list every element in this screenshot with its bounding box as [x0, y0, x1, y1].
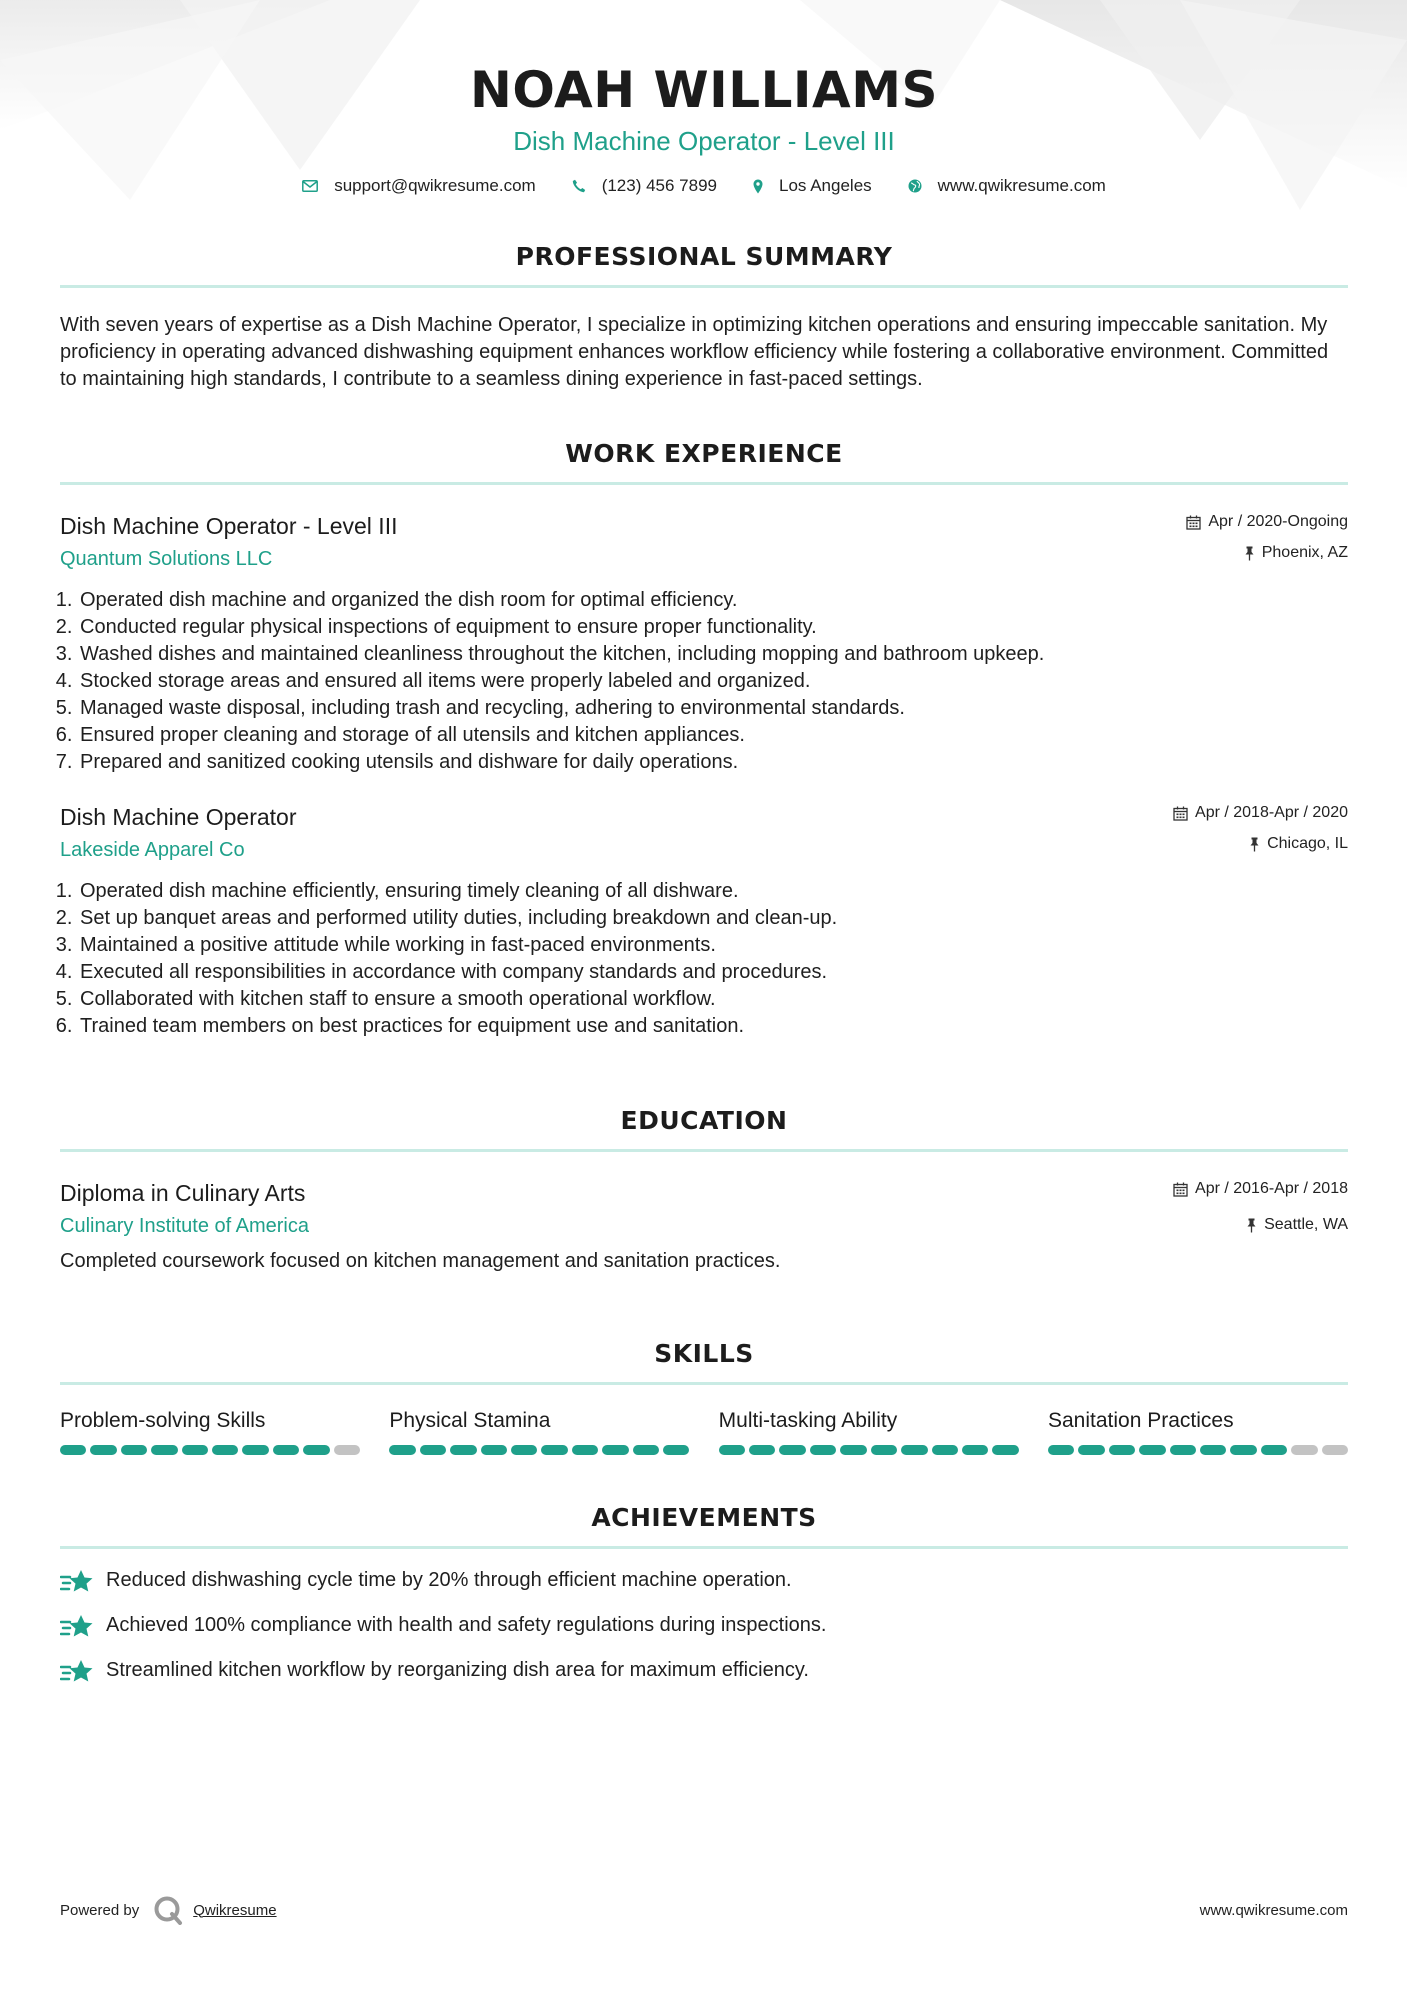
- skill-segment-filled: [992, 1445, 1018, 1455]
- resume-page: [60, 0, 1348, 1684]
- summary-heading: PROFESSIONAL SUMMARY: [60, 242, 1348, 288]
- job-title: Dish Machine Operator: [60, 804, 297, 830]
- skill-segment-filled: [779, 1445, 805, 1455]
- contact-phone[interactable]: [572, 176, 717, 196]
- skill-segment-filled: [90, 1445, 116, 1455]
- skill-name: Physical Stamina: [389, 1409, 551, 1432]
- achievement-item: [60, 1612, 1348, 1639]
- job-entry: [60, 802, 1348, 1040]
- job-location: Phoenix, AZ: [1261, 544, 1348, 561]
- experience-section: [60, 439, 1348, 1040]
- skill-segment-filled: [151, 1445, 177, 1455]
- skills-section: [60, 1339, 1348, 1455]
- skill-segment-filled: [572, 1445, 598, 1455]
- skills-heading: SKILLS: [60, 1339, 1348, 1385]
- contact-bar: [60, 176, 1348, 196]
- duty-item: 3. Maintained a positive attitude while working in fast-paced environments.: [78, 932, 1348, 959]
- skill-segment-filled: [1261, 1445, 1287, 1455]
- shooting-star-icon: [60, 1658, 94, 1684]
- skill-segment-filled: [182, 1445, 208, 1455]
- skill-segment-filled: [389, 1445, 415, 1455]
- skill-segment-filled: [450, 1445, 476, 1455]
- contact-email[interactable]: [302, 176, 536, 196]
- skill-item: [1048, 1407, 1348, 1455]
- calendar-icon: [1173, 806, 1188, 821]
- pushpin-icon: [1244, 546, 1255, 561]
- duty-item: 5. Managed waste disposal, including trash and recycling, adhering to environmental standards.: [78, 695, 1348, 722]
- skill-segment-filled: [810, 1445, 836, 1455]
- job-company: Lakeside Apparel Co: [60, 839, 245, 861]
- duty-item: 7. Prepared and sanitized cooking utensils and dishware for daily operations.: [78, 749, 1348, 776]
- pushpin-icon: [1246, 1218, 1257, 1233]
- education-description: Completed coursework focused on kitchen management and sanitation practices.: [60, 1250, 781, 1272]
- achievement-text: Achieved 100% compliance with health and safety regulations during inspections.: [106, 1614, 827, 1636]
- duty-item: 2. Set up banquet areas and performed utility duties, including breakdown and clean-up.: [78, 905, 1348, 932]
- qwikresume-logo-icon: [153, 1895, 183, 1925]
- skill-name: Problem-solving Skills: [60, 1409, 266, 1432]
- education-section: [60, 1106, 1348, 1275]
- duty-item: 1. Operated dish machine efficiently, ensuring timely cleaning of all dishware.: [78, 878, 1348, 905]
- skill-segment-filled: [840, 1445, 866, 1455]
- skill-segment-filled: [749, 1445, 775, 1455]
- duty-item: 1. Operated dish machine and organized the dish room for optimal efficiency.: [78, 587, 1348, 614]
- brand-link[interactable]: Qwikresume: [193, 1901, 277, 1919]
- job-duties: [60, 878, 1348, 1040]
- skill-segment-filled: [932, 1445, 958, 1455]
- job-title: Dish Machine Operator - Level III: [60, 513, 398, 539]
- skill-segment-filled: [212, 1445, 238, 1455]
- skill-segment-filled: [242, 1445, 268, 1455]
- pushpin-icon: [1249, 837, 1260, 852]
- skill-item: [389, 1407, 689, 1455]
- resume-header: [60, 0, 1348, 196]
- skill-segment-filled: [663, 1445, 689, 1455]
- contact-website-text: www.qwikresume.com: [937, 176, 1106, 195]
- skill-segment-empty: [1291, 1445, 1317, 1455]
- skill-level-bar: [1048, 1445, 1348, 1455]
- phone-icon: [572, 179, 586, 193]
- candidate-title: Dish Machine Operator - Level III: [513, 126, 895, 156]
- contact-phone-text: (123) 456 7899: [601, 176, 718, 195]
- achievement-text: Reduced dishwashing cycle time by 20% through efficient machine operation.: [106, 1569, 792, 1591]
- shooting-star-icon: [60, 1613, 94, 1639]
- skill-segment-empty: [334, 1445, 360, 1455]
- skill-segment-filled: [871, 1445, 897, 1455]
- skill-segment-filled: [1139, 1445, 1165, 1455]
- skill-name: Multi-tasking Ability: [718, 1409, 898, 1432]
- skill-segment-filled: [60, 1445, 86, 1455]
- calendar-icon: [1186, 515, 1201, 530]
- duty-item: 3. Washed dishes and maintained cleanliness throughout the kitchen, including mopping and bathroom upkeep.: [78, 641, 1348, 668]
- education-entry: [60, 1178, 1348, 1275]
- skill-segment-filled: [273, 1445, 299, 1455]
- skill-level-bar: [389, 1445, 689, 1455]
- skill-segment-filled: [901, 1445, 927, 1455]
- education-location: Seattle, WA: [1264, 1216, 1348, 1233]
- skill-segment-filled: [1200, 1445, 1226, 1455]
- education-heading: EDUCATION: [60, 1106, 1348, 1152]
- achievement-item: [60, 1567, 1348, 1594]
- skill-segment-filled: [303, 1445, 329, 1455]
- globe-icon: [908, 179, 922, 193]
- skill-item: [60, 1407, 360, 1455]
- experience-heading: WORK EXPERIENCE: [60, 439, 1348, 485]
- skill-segment-filled: [541, 1445, 567, 1455]
- achievement-item: [60, 1657, 1348, 1684]
- achievements-heading: ACHIEVEMENTS: [60, 1503, 1348, 1549]
- job-location: Chicago, IL: [1267, 835, 1348, 852]
- footer-website-link[interactable]: www.qwikresume.com: [1199, 1901, 1348, 1919]
- skill-segment-filled: [602, 1445, 628, 1455]
- contact-email-text: support@qwikresume.com: [334, 176, 536, 195]
- achievement-text: Streamlined kitchen workflow by reorganizing dish area for maximum efficiency.: [106, 1659, 809, 1681]
- skill-segment-filled: [1109, 1445, 1135, 1455]
- duty-item: 6. Ensured proper cleaning and storage of all utensils and kitchen appliances.: [78, 722, 1348, 749]
- summary-section: [60, 242, 1348, 393]
- skill-segment-filled: [962, 1445, 988, 1455]
- skill-segment-filled: [1078, 1445, 1104, 1455]
- education-dates: Apr / 2016-Apr / 2018: [1195, 1180, 1348, 1197]
- map-pin-icon: [753, 179, 763, 194]
- skill-segment-filled: [481, 1445, 507, 1455]
- achievements-section: [60, 1503, 1348, 1684]
- envelope-icon: [302, 180, 318, 192]
- powered-by-label: Powered by: [60, 1901, 140, 1919]
- duty-item: 4. Executed all responsibilities in accordance with company standards and procedures.: [78, 959, 1348, 986]
- job-dates: Apr / 2018-Apr / 2020: [1195, 804, 1348, 821]
- candidate-name: NOAH WILLIAMS: [470, 61, 938, 119]
- skills-row: [60, 1407, 1348, 1455]
- degree-title: Diploma in Culinary Arts: [60, 1180, 306, 1206]
- calendar-icon: [1173, 1182, 1188, 1197]
- contact-location-text: Los Angeles: [779, 176, 872, 195]
- duty-item: 5. Collaborated with kitchen staff to ensure a smooth operational workflow.: [78, 986, 1348, 1013]
- contact-location: [753, 176, 872, 196]
- job-company: Quantum Solutions LLC: [60, 548, 273, 570]
- duty-item: 2. Conducted regular physical inspections of equipment to ensure proper functionality.: [78, 614, 1348, 641]
- shooting-star-icon: [60, 1568, 94, 1594]
- skill-item: [719, 1407, 1019, 1455]
- duty-item: 4. Stocked storage areas and ensured all items were properly labeled and organized.: [78, 668, 1348, 695]
- skill-segment-filled: [719, 1445, 745, 1455]
- job-dates: Apr / 2020-Ongoing: [1208, 513, 1348, 530]
- page-footer: [60, 1895, 1348, 1925]
- school-name: Culinary Institute of America: [60, 1215, 309, 1237]
- skill-segment-filled: [1170, 1445, 1196, 1455]
- job-duties: [60, 587, 1348, 776]
- skill-level-bar: [60, 1445, 360, 1455]
- skill-segment-filled: [420, 1445, 446, 1455]
- skill-segment-empty: [1322, 1445, 1348, 1455]
- duty-item: 6. Trained team members on best practices for equipment use and sanitation.: [78, 1013, 1348, 1040]
- skill-segment-filled: [511, 1445, 537, 1455]
- summary-text: With seven years of expertise as a Dish Machine Operator, I specialize in optimizing kitchen operations and ensuring impeccable sanitation. My proficiency in operating advanced dishwashing equipment enhances workflow efficiency while fostering a collaborative environment. Committed to maintaining high standards, I contribute to a seamless dining experience in fast-paced settings.: [60, 314, 1329, 390]
- skill-name: Sanitation Practices: [1047, 1409, 1234, 1432]
- skill-level-bar: [719, 1445, 1019, 1455]
- skill-segment-filled: [1230, 1445, 1256, 1455]
- skill-segment-filled: [121, 1445, 147, 1455]
- skill-segment-filled: [1048, 1445, 1074, 1455]
- skill-segment-filled: [633, 1445, 659, 1455]
- contact-website[interactable]: [908, 176, 1106, 196]
- job-entry: [60, 511, 1348, 776]
